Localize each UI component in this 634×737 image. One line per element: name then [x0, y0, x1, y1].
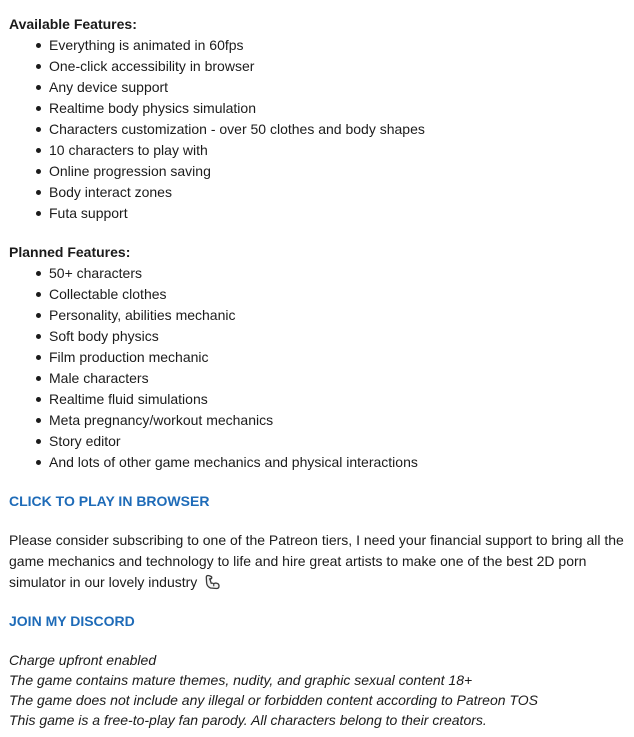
- play-in-browser-link[interactable]: CLICK TO PLAY IN BROWSER: [9, 493, 210, 509]
- available-features-heading: Available Features:: [9, 16, 137, 32]
- support-paragraph: [9, 530, 627, 593]
- list-item: Meta pregnancy/workout mechanics: [49, 410, 627, 431]
- planned-features-heading: Planned Features:: [9, 244, 131, 260]
- list-item: Collectable clothes: [49, 284, 627, 305]
- note-line: This game is a free-to-play fan parody. All characters belong to their creators.: [9, 712, 487, 728]
- note-line: Charge upfront enabled: [9, 652, 157, 668]
- list-item: One-click accessibility in browser: [49, 56, 627, 77]
- support-text: Please consider subscribing to one of the Patreon tiers, I need your financial support to bring all the game mechanics and technology to life and hire great artists to make one of the best 2D porn simulator in our lovely industry: [9, 532, 624, 590]
- available-features-list: [9, 35, 627, 224]
- list-item: Everything is animated in 60fps: [49, 35, 627, 56]
- list-item: Any device support: [49, 77, 627, 98]
- list-item: Personality, abilities mechanic: [49, 305, 627, 326]
- list-item: Soft body physics: [49, 326, 627, 347]
- list-item: Story editor: [49, 431, 627, 452]
- list-item: Body interact zones: [49, 182, 627, 203]
- list-item: 50+ characters: [49, 263, 627, 284]
- list-item: Characters customization - over 50 clothes and body shapes: [49, 119, 627, 140]
- note-line: The game contains mature themes, nudity, and graphic sexual content 18+: [9, 672, 473, 688]
- list-item: Male characters: [49, 368, 627, 389]
- note-line: The game does not include any illegal or forbidden content according to Patreon TOS: [9, 692, 538, 708]
- list-item: Online progression saving: [49, 161, 627, 182]
- join-discord-link[interactable]: JOIN MY DISCORD: [9, 613, 135, 629]
- planned-features-list: [9, 263, 627, 473]
- list-item: 10 characters to play with: [49, 140, 627, 161]
- list-item: Realtime body physics simulation: [49, 98, 627, 119]
- list-item: Futa support: [49, 203, 627, 224]
- post-body: [9, 14, 627, 730]
- flexed-biceps-icon: [203, 573, 221, 591]
- list-item: Realtime fluid simulations: [49, 389, 627, 410]
- list-item: And lots of other game mechanics and physical interactions: [49, 452, 627, 473]
- list-item: Film production mechanic: [49, 347, 627, 368]
